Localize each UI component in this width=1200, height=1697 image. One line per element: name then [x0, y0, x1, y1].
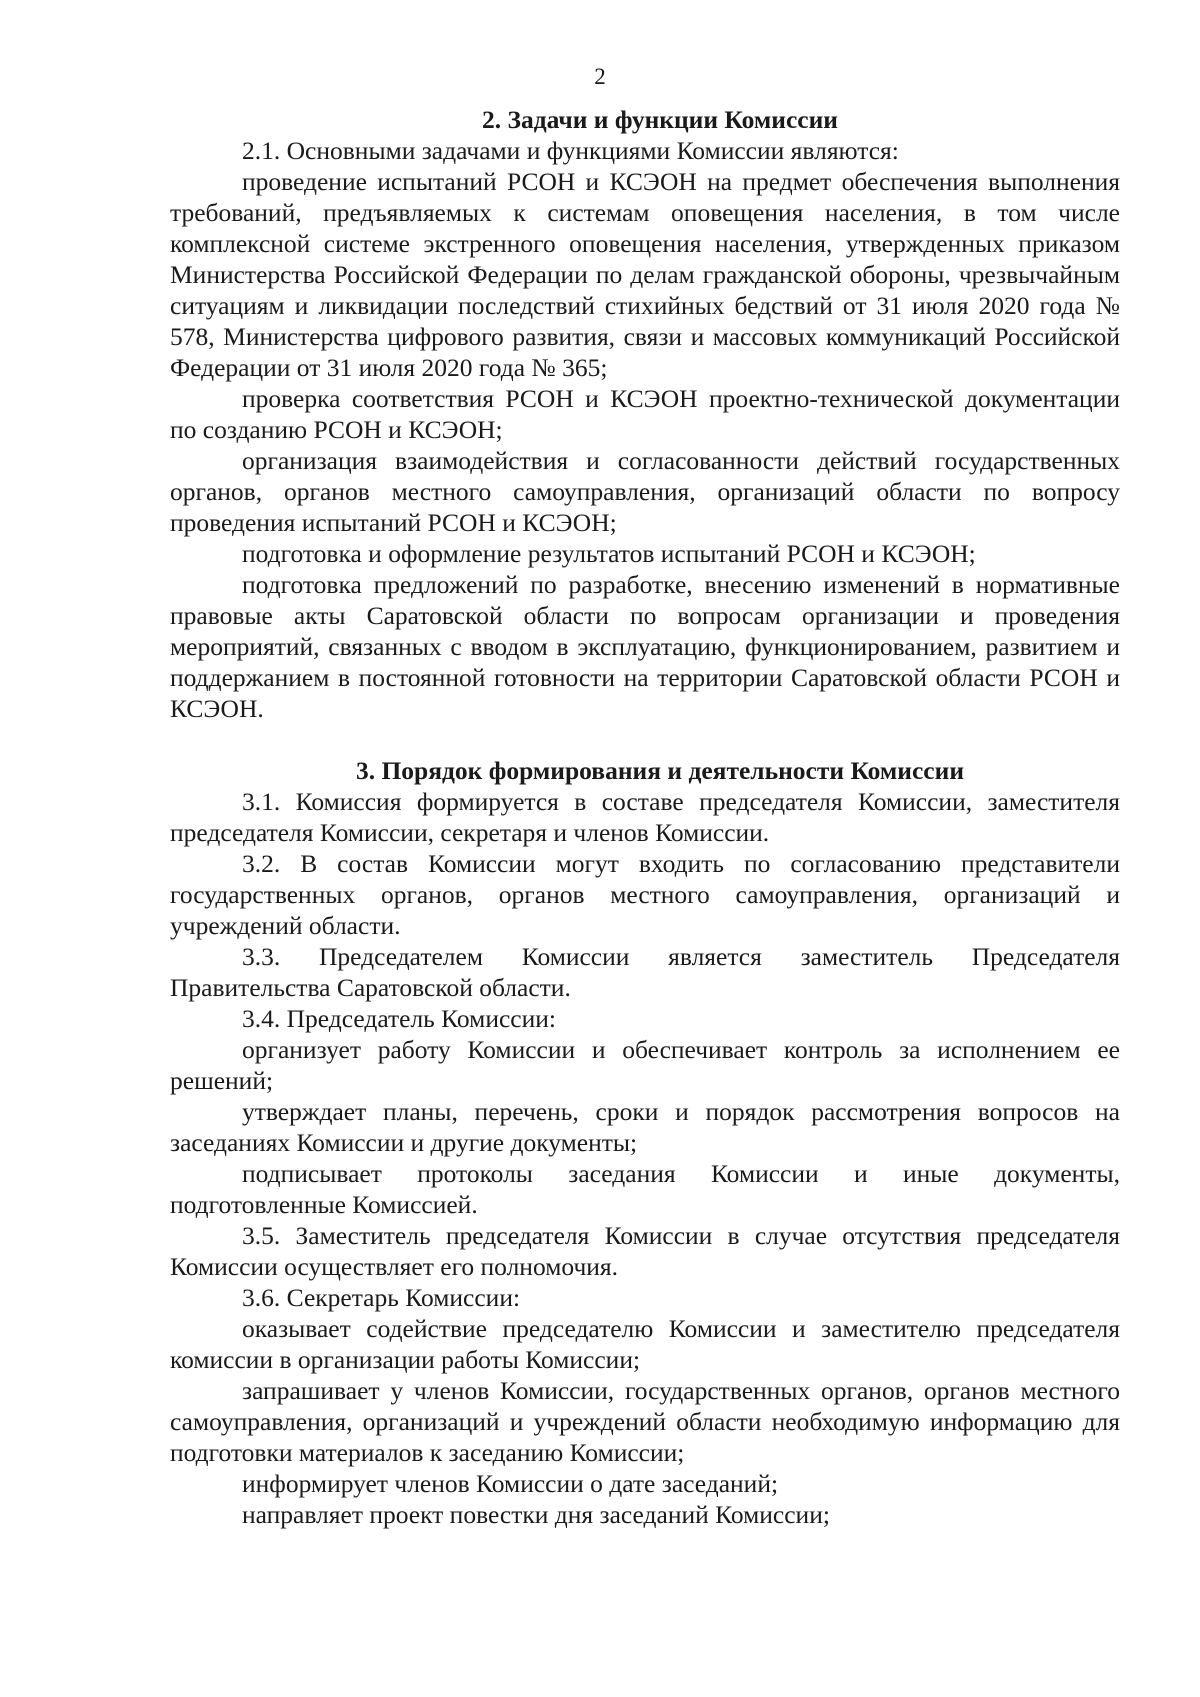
paragraph: 2.1. Основными задачами и функциями Комиссии являются: — [242, 136, 899, 165]
section-2-title: 2. Задачи и функции Комиссии — [481, 105, 839, 134]
paragraph: проверка соответствия РСОН и КСЭОН проектно-технической документации по созданию РСОН и КСЭОН; — [170, 384, 1120, 444]
paragraph: 3.2. В состав Комиссии могут входить по согласованию представители государственных органов, органов местного самоуправления, организаций и учреждений области. — [170, 849, 1120, 940]
paragraph: организация взаимодействия и согласованности действий государственных органов, органов местного самоуправления, организаций области по вопросу проведения испытаний РСОН и КСЭОН; — [170, 446, 1120, 537]
section-3 — [170, 755, 1120, 1530]
paragraph: подготовка предложений по разработке, внесению изменений в нормативные правовые акты Саратовской области по вопросам организации и проведения мероприятий, связанных с вводом в эксплуатацию, функционированием, развитием и поддержанием в постоянной готовности на территории Саратовской области РСОН и КСЭОН. — [170, 570, 1120, 723]
paragraph: 3.5. Заместитель председателя Комиссии в случае отсутствия председателя Комиссии осуществляет его полномочия. — [170, 1221, 1120, 1281]
paragraph: подписывает протоколы заседания Комиссии и иные документы, подготовленные Комиссией. — [170, 1159, 1120, 1219]
page-number: 2 — [594, 64, 606, 89]
section-divider — [170, 724, 1120, 755]
section-3-title: 3. Порядок формирования и деятельности Комиссии — [355, 756, 965, 785]
document-body — [170, 104, 1120, 1530]
paragraph: 3.6. Секретарь Комиссии: — [242, 1283, 521, 1312]
section-2 — [170, 104, 1120, 724]
paragraph: подготовка и оформление результатов испытаний РСОН и КСЭОН; — [242, 539, 976, 568]
paragraph: 3.1. Комиссия формируется в составе председателя Комиссии, заместителя председателя Комиссии, секретаря и членов Комиссии. — [170, 787, 1120, 847]
paragraph: 3.3. Председателем Комиссии является заместитель Председателя Правительства Саратовской области. — [170, 942, 1120, 1002]
paragraph: утверждает планы, перечень, сроки и порядок рассмотрения вопросов на заседаниях Комиссии и другие документы; — [170, 1097, 1120, 1157]
paragraph: направляет проект повестки дня заседаний Комиссии; — [242, 1500, 830, 1529]
paragraph: организует работу Комиссии и обеспечивает контроль за исполнением ее решений; — [170, 1035, 1120, 1095]
paragraph: 3.4. Председатель Комиссии: — [242, 1004, 556, 1033]
paragraph: оказывает содействие председателю Комиссии и заместителю председателя комиссии в организации работы Комиссии; — [170, 1314, 1120, 1374]
paragraph: запрашивает у членов Комиссии, государственных органов, органов местного самоуправления, организаций и учреждений области необходимую информацию для подготовки материалов к заседанию Комиссии; — [170, 1376, 1120, 1467]
paragraph: информирует членов Комиссии о дате заседаний; — [242, 1469, 779, 1498]
paragraph: проведение испытаний РСОН и КСЭОН на предмет обеспечения выполнения требований, предъявляемых к системам оповещения населения, в том числе комплексной системе экстренного оповещения населения, утвержденных приказом Министерства Российской Федерации по делам гражданской обороны, чрезвычайным ситуациям и ликвидации последствий стихийных бедствий от 31 июля 2020 года № 578, Министерства цифрового развития, связи и массовых коммуникаций Российской Федерации от 31 июля 2020 года № 365; — [170, 167, 1120, 382]
